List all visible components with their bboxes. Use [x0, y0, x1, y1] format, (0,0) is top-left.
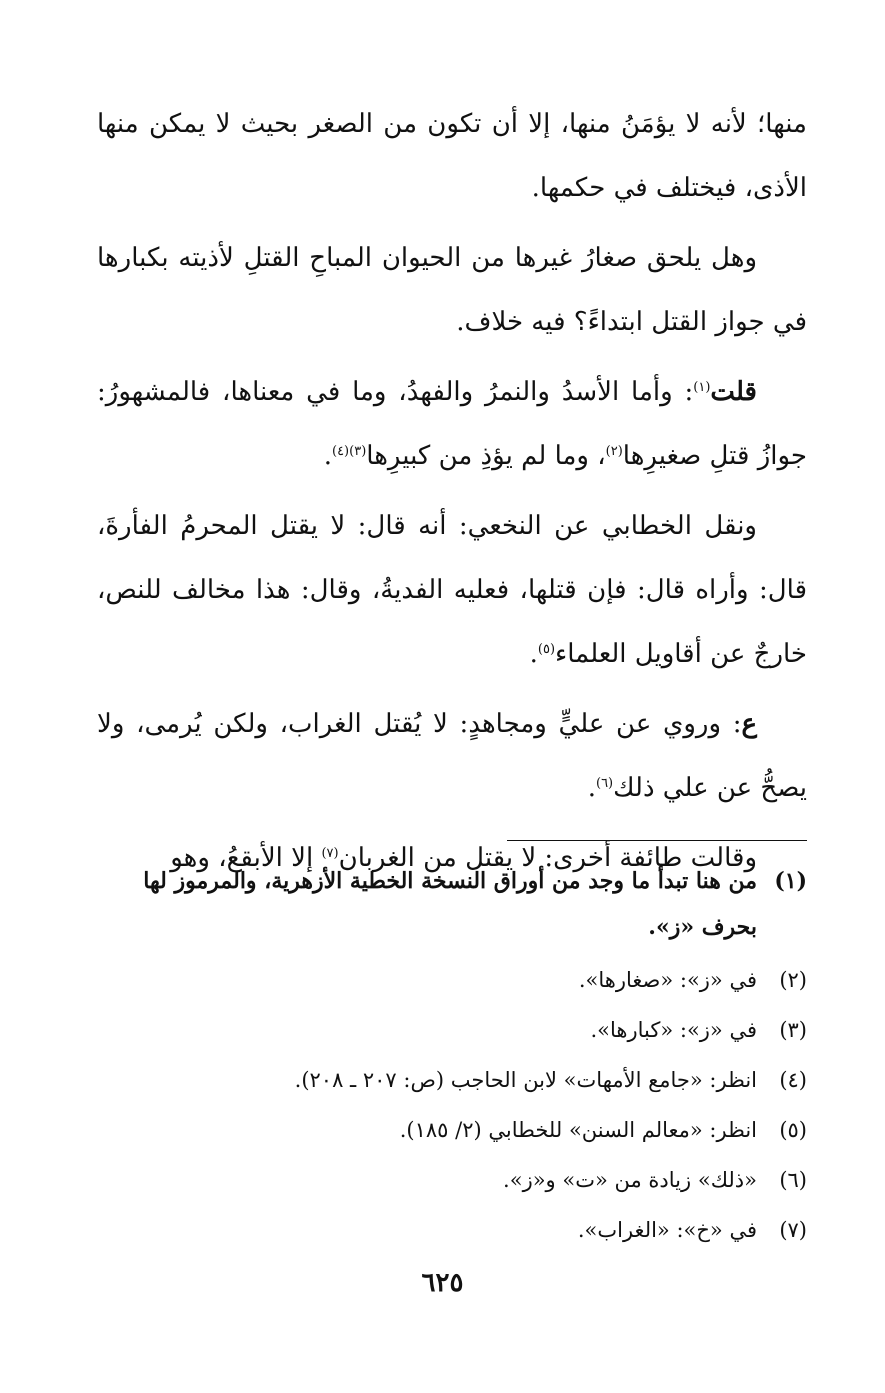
paragraph-4-text-b: .: [529, 639, 538, 669]
ain-lead-letter: ع: [741, 709, 757, 739]
footnote-text: انظر: «جامع الأمهات» لابن الحاجب (ص: ٢٠٧ ـ ٢٠٨).: [294, 1068, 757, 1092]
footnote-5: [87, 1110, 807, 1150]
footnote-number: (٦): [779, 1168, 807, 1192]
footnote-text: في «ز»: «صغارها».: [578, 968, 757, 992]
footnote-number: (٥): [779, 1118, 807, 1142]
footnote-ref-2[interactable]: (٢): [605, 444, 623, 459]
page-number: ٦٢٥: [421, 1268, 464, 1298]
paragraph-5-text-a: : وروي عن عليٍّ ومجاهدٍ: لا يُقتل الغراب، ولكن يُرمى، ولا يصحُّ عن علي ذلك: [97, 709, 807, 803]
paragraph-5: [97, 692, 807, 820]
paragraph-4-text-a: ونقل الخطابي عن النخعي: أنه قال: لا يقتل المحرمُ الفأرةَ، قال: وأراه قال: فإن قتلها، فعليه الفديةُ، وقال: هذا مخالف للنص، خارجٌ عن أقاويل العلماء: [97, 511, 807, 669]
footnote-text: «ذلك» زيادة من «ت» و«ز».: [503, 1168, 757, 1192]
footnote-4: [87, 1060, 807, 1100]
paragraph-3-text-a: : وأما الأسدُ والنمرُ والفهدُ، وما في معناها، فالمشهورُ: جوازُ قتلِ صغيرِها: [97, 377, 807, 471]
footnote-text: في «ز»: «كبارها».: [590, 1018, 757, 1042]
paragraph-2: [97, 226, 807, 354]
footnote-ref-7[interactable]: (٧): [321, 846, 339, 861]
footnote-ref-1[interactable]: (١): [693, 380, 711, 395]
paragraph-4: [97, 494, 807, 686]
footnote-ref-5[interactable]: (٥): [537, 642, 556, 657]
paragraph-2-text: وهل يلحق صغارُ غيرها من الحيوان المباحِ القتلِ لأذيته بكبارها في جواز القتل ابتداءً؟ فيه خلاف.: [97, 243, 807, 337]
footnote-2: [87, 960, 807, 1000]
footnote-ref-6[interactable]: (٦): [595, 776, 614, 791]
footnote-number: (٧): [779, 1218, 807, 1242]
footnote-number: (٤): [779, 1068, 807, 1092]
footnote-6: [87, 1160, 807, 1200]
qult-lead-word: قلت: [710, 377, 757, 407]
paragraph-6-text-a: وقالت طائفة أخرى: لا يقتل من الغربان: [338, 843, 757, 873]
footnote-text: انظر: «معالم السنن» للخطابي (٢/ ١٨٥).: [399, 1118, 757, 1142]
footnotes-section: [87, 858, 807, 1260]
paragraph-3-text-b: ، وما لم يؤذِ من كبيرِها: [366, 441, 606, 471]
footnote-7: [87, 1210, 807, 1250]
footnote-number: (١): [774, 868, 807, 894]
paragraph-5-text-b: .: [587, 773, 596, 803]
footnote-ref-3-4[interactable]: (٣)(٤): [331, 444, 367, 459]
paragraph-1: [97, 92, 807, 220]
footnote-text: من هنا تبدأ ما وجد من أوراق النسخة الخطية الأزهرية، والمرموز لها بحرف «ز».: [143, 868, 757, 940]
paragraph-1-text: منها؛ لأنه لا يؤمَنُ منها، إلا أن تكون من الصغر بحيث لا يمكن منها الأذى، فيختلف في حكمها.: [97, 109, 807, 203]
paragraph-3: [97, 360, 807, 488]
footnote-text: في «خ»: «الغراب».: [577, 1218, 757, 1242]
paragraph-3-text-c: .: [323, 441, 332, 471]
footnote-3: [87, 1010, 807, 1050]
footnote-number: (٣): [779, 1018, 807, 1042]
footnote-1: [87, 858, 807, 950]
footnote-number: (٢): [779, 968, 807, 992]
main-text: [97, 92, 807, 896]
footnote-separator: [507, 840, 807, 841]
paragraph-6-text-b: إلا الأبقعُ، وهو: [170, 843, 322, 873]
